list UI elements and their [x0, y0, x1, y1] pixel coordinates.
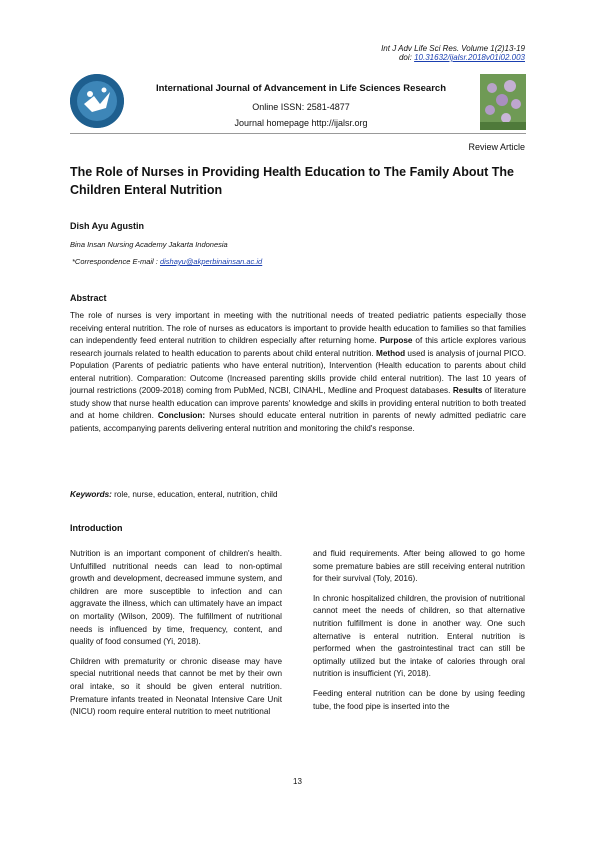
- abstract-part-1: The role of nurses is very important in meeting with the nutritional needs of treated pediatric patients especially those receiving enteral nutrition. The role of nurses as educators is important to provide health education to families so that families can independently feed enteral nutrition to children especially after returning home.: [70, 311, 526, 345]
- abstract-part-2: of this article explores various research journals related to health education to parents about child enteral nutrition.: [70, 336, 526, 358]
- abstract-purpose-label: Purpose: [379, 336, 413, 345]
- abstract-conclusion-label: Conclusion:: [157, 411, 206, 420]
- journal-header: [70, 70, 526, 134]
- article-type: Review Article: [468, 142, 525, 152]
- abstract-results-label: Results: [452, 386, 483, 395]
- keywords: [70, 490, 278, 499]
- introduction-heading: Introduction: [70, 523, 123, 533]
- doi-label: doi:: [398, 53, 412, 62]
- doi-link[interactable]: 10.31632/ijalsr.2018v01i02.003: [414, 53, 525, 62]
- cover-image-icon: [480, 74, 526, 130]
- correspondence-email[interactable]: dishayu@akperbinainsan.ac.id: [159, 257, 263, 266]
- article-title: The Role of Nurses in Providing Health Education to The Family About The Children Enteral Nutrition: [70, 165, 515, 197]
- doi-line: [399, 53, 525, 62]
- paragraph: and fluid requirements. After being allowed to go home some premature babies are still receiving enteral nutrition for their survival (Toly, 2016).: [313, 549, 525, 584]
- paragraph: In chronic hospitalized children, the provision of nutritional cannot meet the needs of children, so that alternative nutrition fulfillment is done in another way. One such alternative is enteral nutrition. Enteral nutrition is performed when the gastrointestinal tract can still be optimally utilized but the intake of calories through oral nutrition is insufficient (Yi, 2018).: [313, 593, 525, 679]
- citation-line: Int J Adv Life Sci Res. Volume 1(2)13-19: [381, 44, 525, 53]
- journal-issn: Online ISSN: 2581-4877: [252, 102, 350, 112]
- paragraph: Feeding enteral nutrition can be done by using feeding tube, the food pipe is inserted into the: [313, 688, 525, 711]
- abstract-part-3: used is analysis of journal PICO. Population (Parents of pediatric patients who have enteral nutrition), Intervention (Health education to parents about child enteral nutrition). Comparation: Outcome (Increased parenting skills provide child enteral nutrition). The last 10 years of journal restrictions (2009-2018) coming from PubMed, NCBI, CINAHL, Medline and Proquest databases.: [70, 348, 527, 395]
- author-name: Dish Ayu Agustin: [70, 221, 144, 231]
- abstract-heading: Abstract: [70, 293, 107, 303]
- abstract-text: [70, 310, 526, 435]
- keywords-list: role, nurse, education, enteral, nutrition, child: [111, 490, 278, 499]
- abstract-part-5: Nurses should educate enteral nutrition in parents of newly admitted pediatric care patients, accompanying parents delivering enteral nutrition and monitoring the child's response.: [70, 411, 527, 433]
- correspondence-label: *Correspondence E-mail :: [72, 257, 158, 266]
- journal-homepage[interactable]: Journal homepage http://ijalsr.org: [234, 118, 368, 128]
- page-number: 13: [293, 777, 302, 786]
- journal-name: International Journal of Advancement in Life Sciences Research: [155, 83, 446, 94]
- correspondence: [72, 257, 262, 266]
- journal-header-text: [130, 82, 472, 130]
- paragraph: Nutrition is an important component of children's health. Unfulfilled nutritional needs can lead to non-optimal growth and development, decreased immune system, and children are more susceptible to infection and can aggravate the illness, which can ultimately have an impact on mortality (Wilson, 2009). The fulfillment of nutritional needs is influenced by time, frequency, content, and quality of food consumed (Yi, 2018).: [70, 549, 282, 647]
- introduction-right-column: [313, 548, 525, 720]
- keywords-label: Keywords:: [70, 490, 112, 499]
- journal-logo-icon: [70, 74, 124, 128]
- introduction-left-column: [70, 548, 282, 726]
- author-affiliation: Bina Insan Nursing Academy Jakarta Indonesia: [70, 240, 228, 249]
- paragraph: Children with prematurity or chronic disease may have special nutritional needs that cannot be met by their own oral intake, so it should be given enteral nutrition. Premature infants treated in Neonatal Intensive Care Unit (NICU) room require enteral nutrition to meet nutritional: [70, 656, 282, 717]
- abstract-part-4: of literature study show that nurse health education can improve parents' knowledge and skills in providing enteral nutrition to both treated and at home children.: [70, 386, 526, 420]
- abstract-method-label: Method: [376, 348, 406, 358]
